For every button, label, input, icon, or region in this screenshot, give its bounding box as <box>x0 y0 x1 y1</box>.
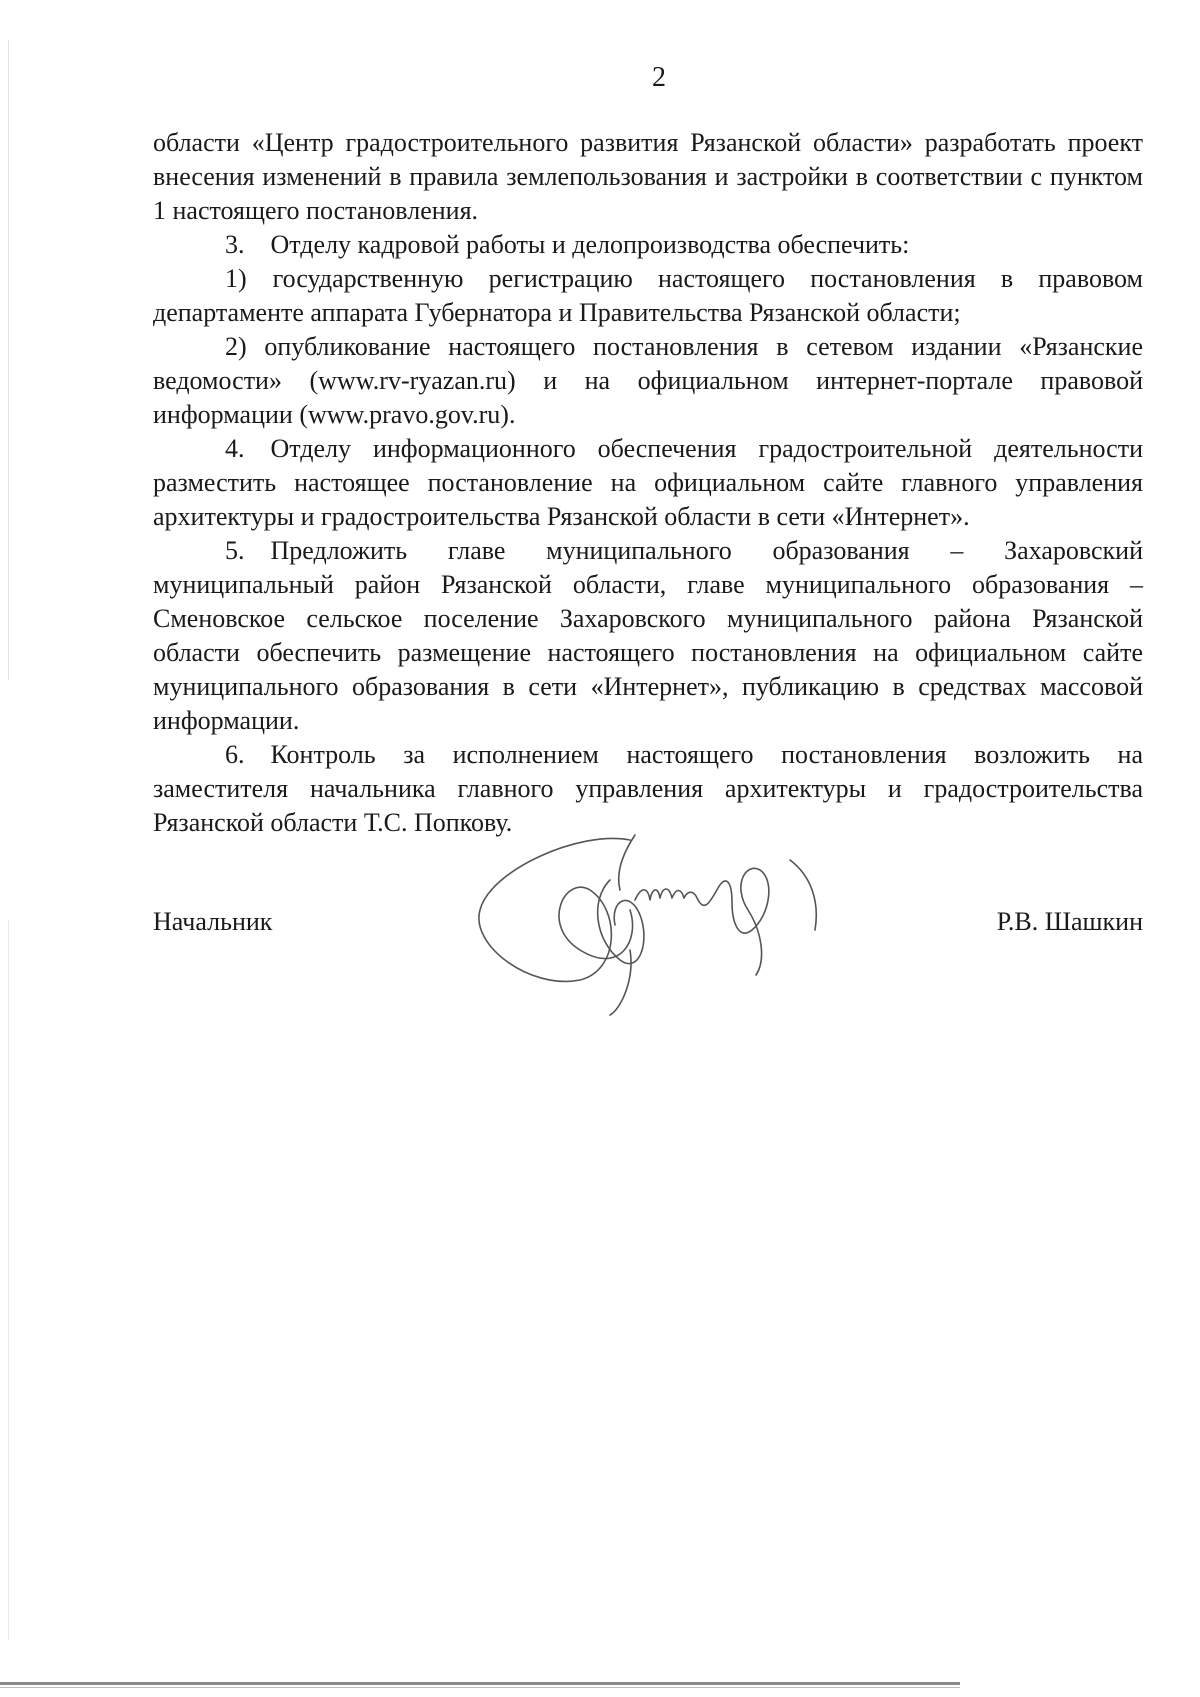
scan-bottom-edge-thin <box>0 1687 960 1688</box>
signatory-name: Р.В. Шашкин <box>996 907 1143 936</box>
scan-bottom-edge <box>0 1682 960 1685</box>
paragraph-item-3: 3. Отделу кадровой работы и делопроизводства обеспечить: <box>225 230 910 259</box>
document-body <box>153 126 1143 840</box>
paragraph-item-4: 4. Отделу информационного обеспечения градостроительной деятельности разместить настоящее постановление на официальном сайте главного управления архитектуры и градостроительства Рязанской области в сети «Интернет». <box>153 434 1143 531</box>
page-number: 2 <box>652 62 666 93</box>
paragraph-subitem-1: 1) государственную регистрацию настоящего постановления в правовом департаменте аппарата Губернатора и Правительства Рязанской области; <box>153 264 1143 327</box>
signatory-title: Начальник <box>153 907 273 936</box>
paragraph-item-5: 5. Предложить главе муниципального образования – Захаровский муниципальный район Рязанской области, главе муниципального образования – Сменовское сельское поселение Захаровского муниципального района Рязанской области обеспечить размещение настоящего постановления на официальном сайте муниципального образования в сети «Интернет», публикацию в средствах массовой информации. <box>153 536 1143 735</box>
paragraph-continuation: области «Центр градостроительного развития Рязанской области» разработать проект внесения изменений в правила землепользования и застройки в соответствии с пунктом 1 настоящего постановления. <box>153 128 1143 225</box>
paragraph-item-6: 6. Контроль за исполнением настоящего постановления возложить на заместителя начальника главного управления архитектуры и градостроительства Рязанской области Т.С. Попкову. <box>153 740 1143 837</box>
paragraph-subitem-2: 2) опубликование настоящего постановления в сетевом издании «Рязанские ведомости» (www.rv-ryazan.ru) и на официальном интернет-портале правовой информации (www.pravo.gov.ru). <box>153 332 1143 429</box>
handwritten-signature <box>470 830 890 1020</box>
scan-left-edge <box>8 40 9 1640</box>
